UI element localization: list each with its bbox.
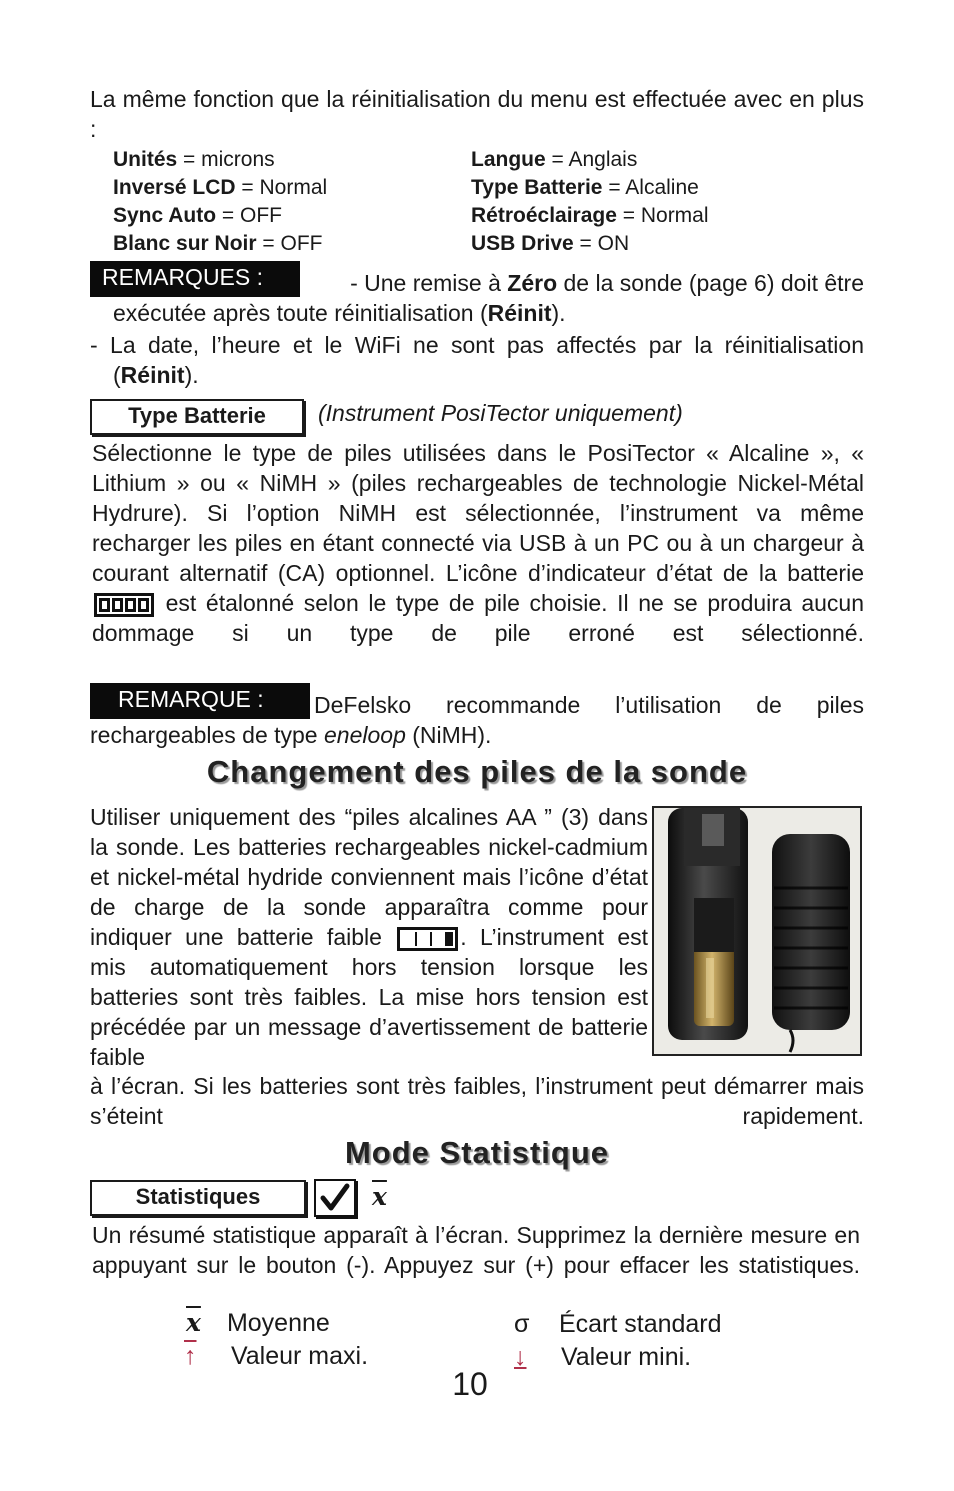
setting-name: Rétroéclairage: [471, 204, 617, 227]
changement-paragraph-end: [90, 1071, 864, 1131]
checkmark-glyph: [316, 1181, 354, 1215]
sigma-icon: σ: [514, 1310, 530, 1338]
remarques-line4-post: ).: [184, 362, 199, 388]
setting-value: = OFF: [221, 204, 282, 227]
setting-item: [471, 230, 709, 258]
setting-value: = ON: [579, 232, 630, 255]
changement-text-2: . L’instrument est mis automatiquement hors tension lorsque les batteries sont très faibles. La mise hors tension est précédée par un message d’avertissement de batterie faible: [90, 924, 649, 1070]
setting-name: Type Batterie: [471, 176, 603, 199]
setting-name: Blanc sur Noir: [113, 232, 257, 255]
setting-value: = microns: [183, 148, 275, 171]
remarque-text-pre: DeFelsko recommande l’utilisation de piles rechargeables de type: [90, 692, 864, 748]
remarques-line4-bold: Réinit: [120, 362, 185, 388]
remarque-text-italic: eneloop: [324, 722, 406, 748]
legend-label: Valeur mini.: [560, 1343, 692, 1371]
remarques-line1-post: de la sonde (page 6) doit être: [557, 270, 864, 296]
checkmark-icon: [314, 1179, 356, 1217]
remarques-line1-bold: Zéro: [507, 270, 558, 296]
setting-name: Unités: [113, 148, 178, 171]
stats-label: Statistiques: [90, 1180, 306, 1216]
legend-label: Valeur maxi.: [230, 1342, 369, 1370]
setting-name: Sync Auto: [113, 204, 217, 227]
stats-paragraph: [92, 1220, 860, 1280]
type-batterie-text-2: est étalonné selon le type de pile choisie. Il ne se produira aucun dommage si un type de pile erroné est sélectionné.: [92, 590, 864, 646]
remarques-tag: REMARQUES :: [90, 261, 300, 297]
changement-heading: Changement des piles de la sonde: [206, 754, 748, 789]
setting-item: [113, 174, 327, 202]
mean-symbol-icon: $\overline{x}$: [186, 1308, 201, 1337]
remarque-paragraph: [90, 690, 864, 750]
setting-item: [471, 174, 709, 202]
intro-paragraph: [90, 84, 864, 144]
changement-text-3: à l’écran. Si les batteries sont très faibles, l’instrument peut démarrer mais s’éteint rapidement.: [90, 1073, 864, 1129]
setting-name: Langue: [471, 148, 546, 171]
type-batterie-text-1: Sélectionne le type de piles utilisées dans le PosiTector « Alcaline », « Lithium » ou « NiMH » (piles rechargeables de technologie Nickel-Métal Hydrure). Si l’option NiMH est sélectionnée, l’instrument va même recharger les piles en étant connecté via USB à un PC ou à un chargeur à courant alternatif (CA) optionnel. L’icône d’indicateur d’état de la batterie: [92, 440, 864, 586]
remarques-line2-post: ).: [551, 300, 566, 326]
legend-label: Écart standard: [558, 1310, 722, 1338]
setting-item: [471, 202, 709, 230]
legend-min: [514, 1341, 691, 1373]
stats-text: Un résumé statistique apparaît à l’écran. Supprimez la dernière mesure en appuyant sur le bouton (-). Appuyez sur (+) pour effacer les statistiques.: [92, 1222, 860, 1278]
remarque-text-post: (NiMH).: [405, 722, 492, 748]
remarque-tag: REMARQUE :: [90, 683, 310, 719]
setting-item: [471, 146, 709, 174]
legend-max: [184, 1340, 368, 1372]
setting-value: = Normal: [241, 176, 328, 199]
arrow-up-icon: ↑: [184, 1342, 197, 1370]
setting-item: [113, 202, 327, 230]
probe-battery-photo: [652, 806, 862, 1056]
remarques-line-4: [113, 360, 199, 390]
legend-mean: [186, 1307, 330, 1339]
changement-paragraph: [90, 802, 648, 1072]
setting-value: = Alcaline: [608, 176, 699, 199]
remarques-line-2: [113, 298, 566, 328]
settings-right-column: [471, 146, 709, 258]
battery-low-icon: [397, 927, 458, 951]
remarques-line2-bold: Réinit: [487, 300, 552, 326]
setting-value: = Normal: [622, 204, 709, 227]
remarques-line4-pre: (: [113, 362, 121, 388]
remarques-line3: - La date, l’heure et le WiFi ne sont pas affectés par la réinitialisation: [90, 332, 864, 358]
setting-value: = OFF: [262, 232, 323, 255]
intro-text: La même fonction que la réinitialisation du menu est effectuée avec en plus :: [90, 86, 864, 142]
remarques-line-1: [302, 268, 864, 298]
stats-heading: Mode Statistique: [344, 1135, 609, 1170]
legend-std: [514, 1308, 722, 1340]
page-number: 10: [452, 1366, 488, 1402]
setting-name: USB Drive: [471, 232, 574, 255]
arrow-down-icon: ↓: [514, 1343, 527, 1371]
setting-name: Inversé LCD: [113, 176, 236, 199]
probe-battery-illustration: [654, 808, 860, 1054]
battery-full-icon: [94, 593, 154, 617]
setting-item: [113, 146, 327, 174]
remarques-line1-pre: - Une remise à: [350, 270, 508, 296]
remarques-line-3: [90, 330, 864, 360]
setting-item: [113, 230, 327, 258]
legend-label: Moyenne: [226, 1309, 330, 1337]
changement-text-1: Utiliser uniquement des “piles alcalines AA ” (3) dans la sonde. Les batteries rechargeables nickel-cadmium et nickel-métal hydride conviennent mais l’icône d’état de charge de la sonde apparaîtra comme pour indiquer une batterie faible: [90, 804, 648, 950]
type-batterie-paragraph: [92, 438, 864, 648]
setting-value: = Anglais: [551, 148, 638, 171]
remarques-line2-pre: exécutée après toute réinitialisation (: [113, 300, 488, 326]
type-batterie-label: Type Batterie: [90, 399, 304, 435]
xbar-icon: $\overline{x}$: [372, 1182, 387, 1211]
settings-left-column: [113, 146, 327, 258]
type-batterie-note: (Instrument PosiTector uniquement): [318, 400, 683, 426]
